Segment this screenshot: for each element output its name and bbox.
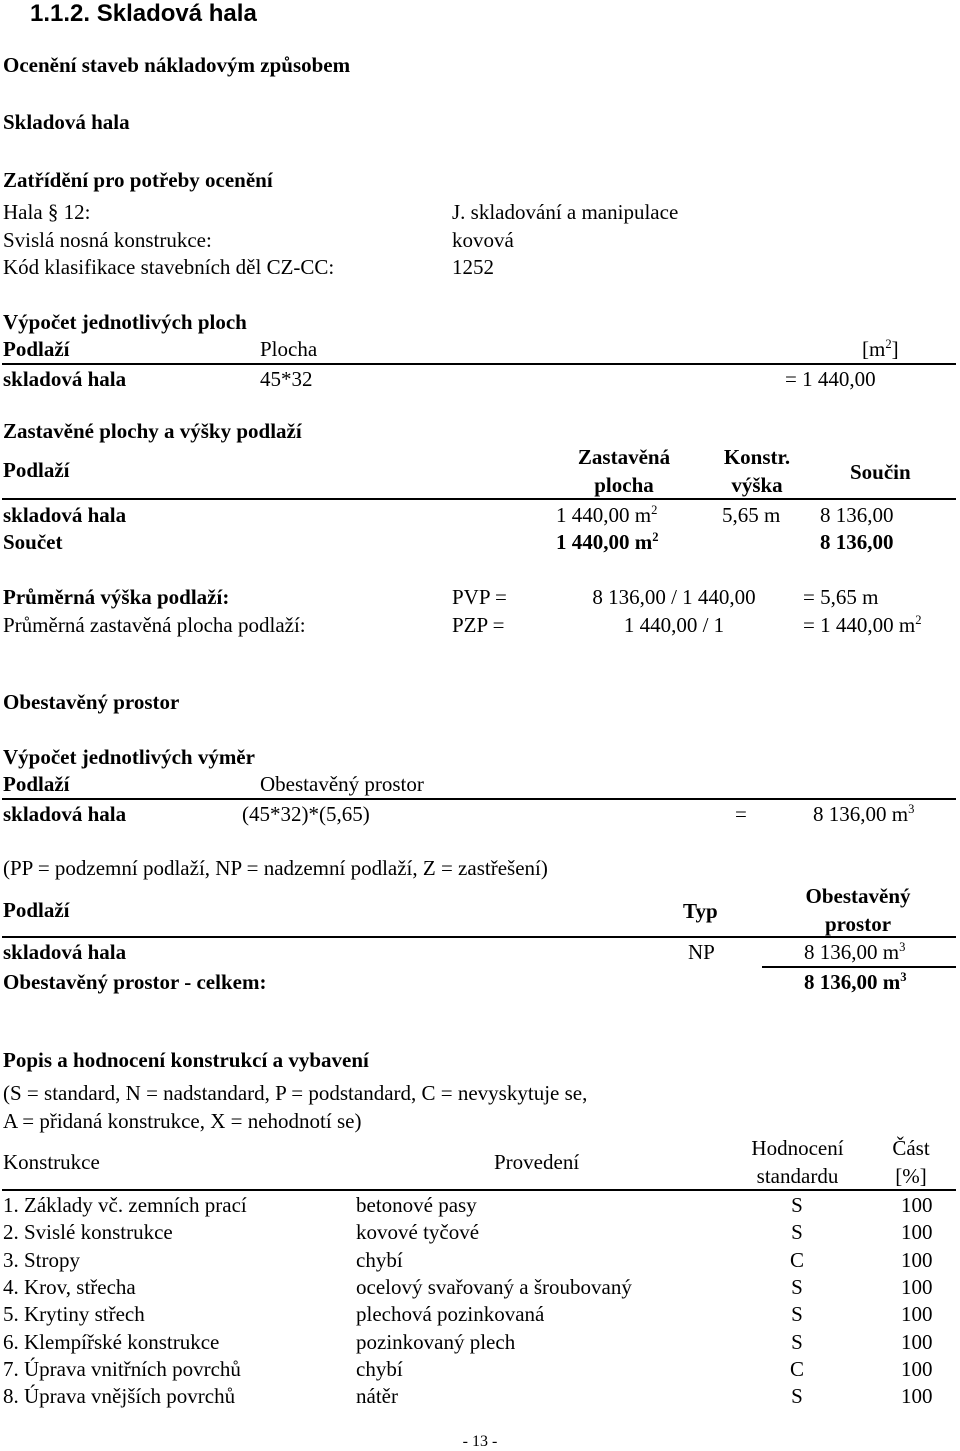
construction-share: 100 bbox=[901, 1357, 933, 1381]
built-up-header-rule bbox=[2, 498, 956, 500]
classification-value: 1252 bbox=[452, 255, 494, 279]
construction-rating: C bbox=[789, 1357, 804, 1381]
floor-type-legend: (PP = podzemní podlaží, NP = nadzemní podlaží, Z = zastřešení) bbox=[3, 856, 548, 880]
construction-rating: S bbox=[791, 1384, 803, 1408]
construction-share: 100 bbox=[901, 1220, 933, 1244]
construction-execution: betonové pasy bbox=[356, 1193, 477, 1217]
built-up-row-area: 1 440,00 $m^2$ bbox=[556, 502, 658, 527]
construction-share: 100 bbox=[901, 1275, 933, 1299]
pzp-label: Průměrná zastavěná plocha podlaží: bbox=[3, 613, 306, 637]
construction-name: 3. Stropy bbox=[3, 1248, 81, 1272]
pvp-calc: 8 136,00 / 1 440,00 bbox=[592, 585, 756, 609]
construction-execution: pozinkovaný plech bbox=[356, 1330, 516, 1354]
built-up-col-height: Konstr. výška bbox=[723, 445, 791, 497]
valuation-heading: Ocenění staveb nákladovým způsobem bbox=[3, 53, 351, 77]
areas-col-area: Plocha bbox=[260, 337, 318, 361]
type-col-type: Typ bbox=[683, 899, 718, 923]
areas-row-floor: skladová hala bbox=[3, 367, 127, 391]
areas-col-floor: Podlaží bbox=[3, 337, 70, 361]
col-rating: Hodnocení standardu bbox=[751, 1136, 844, 1188]
areas-col-unit: $[m^2]$ bbox=[862, 336, 899, 361]
construction-execution: kovové tyčové bbox=[356, 1220, 480, 1244]
rating-legend-line-1: (S = standard, N = nadstandard, P = podstandard, C = nevyskytuje se, bbox=[3, 1081, 588, 1105]
construction-execution: nátěr bbox=[356, 1384, 398, 1408]
classification-label: Kód klasifikace stavebních děl CZ-CC: bbox=[3, 255, 335, 279]
col-execution: Provedení bbox=[494, 1150, 580, 1174]
built-up-col-area: Zastavěná plocha bbox=[577, 445, 671, 497]
rating-legend-line-2: A = přidaná konstrukce, X = nehodnotí se) bbox=[3, 1109, 362, 1133]
enclosed-header-rule bbox=[2, 798, 956, 800]
construction-name: 5. Krytiny střech bbox=[3, 1302, 145, 1326]
built-up-row-height: 5,65 m bbox=[722, 503, 781, 527]
section-title: Skladová hala bbox=[96, 0, 257, 27]
enclosed-row-result: 8 136,00 $m^3$ bbox=[813, 801, 915, 826]
classification-label: Svislá nosná konstrukce: bbox=[3, 228, 212, 252]
type-total-label: Obestavěný prostor - celkem: bbox=[3, 970, 267, 994]
areas-header-rule bbox=[2, 363, 956, 365]
built-up-row-floor: skladová hala bbox=[3, 503, 127, 527]
built-up-total-label: Součet bbox=[3, 530, 63, 554]
construction-execution: chybí bbox=[356, 1357, 403, 1381]
pzp-abbr: PZP = bbox=[452, 613, 505, 637]
page-number: - 13 - bbox=[462, 1433, 498, 1450]
pzp-calc: 1 440,00 / 1 bbox=[623, 613, 725, 637]
classification-heading: Zatřídění pro potřeby ocenění bbox=[3, 168, 273, 192]
construction-rating: S bbox=[791, 1220, 803, 1244]
enclosed-row-formula: (45*32)*(5,65) bbox=[242, 802, 370, 826]
enclosed-row-eq: = bbox=[735, 802, 747, 826]
construction-execution: chybí bbox=[356, 1248, 403, 1272]
construction-rating: S bbox=[791, 1193, 803, 1217]
pvp-abbr: PVP = bbox=[452, 585, 507, 609]
type-col-space: Obestavěný prostor bbox=[805, 884, 911, 936]
construction-name: 7. Úprava vnitřních povrchů bbox=[3, 1357, 241, 1381]
construction-share: 100 bbox=[901, 1330, 933, 1354]
enclosed-calc-heading: Výpočet jednotlivých výměr bbox=[3, 745, 255, 769]
type-row-type: NP bbox=[688, 940, 715, 964]
type-total-value: 8 136,00 $m^3$ bbox=[804, 969, 907, 994]
construction-rating: C bbox=[789, 1248, 804, 1272]
construction-rating: S bbox=[791, 1330, 803, 1354]
construction-share: 100 bbox=[901, 1248, 933, 1272]
built-up-total-area: 1 440,00 $m^2$ bbox=[556, 529, 659, 554]
type-header-rule bbox=[2, 936, 956, 938]
built-up-col-floor: Podlaží bbox=[3, 458, 70, 482]
construction-share: 100 bbox=[901, 1384, 933, 1408]
pvp-label: Průměrná výška podlaží: bbox=[3, 585, 230, 609]
construction-name: 2. Svislé konstrukce bbox=[3, 1220, 173, 1244]
section-number: 1.1.2. bbox=[30, 0, 91, 27]
col-share: Část [%] bbox=[892, 1136, 930, 1188]
construction-share: 100 bbox=[901, 1302, 933, 1326]
building-name: Skladová hala bbox=[3, 110, 130, 134]
type-row-floor: skladová hala bbox=[3, 940, 127, 964]
construction-name: 6. Klempířské konstrukce bbox=[3, 1330, 220, 1354]
built-up-heading: Zastavěné plochy a výšky podlaží bbox=[3, 419, 302, 443]
type-col-floor: Podlaží bbox=[3, 898, 70, 922]
construction-share: 100 bbox=[901, 1193, 933, 1217]
areas-row-formula: 45*32 bbox=[260, 367, 313, 391]
classification-value: J. skladování a manipulace bbox=[452, 200, 679, 224]
construction-execution: ocelový svařovaný a šroubovaný bbox=[356, 1275, 632, 1299]
areas-heading: Výpočet jednotlivých ploch bbox=[3, 310, 247, 334]
classification-value: kovová bbox=[452, 228, 514, 252]
enclosed-row-floor: skladová hala bbox=[3, 802, 127, 826]
construction-name: 8. Úprava vnějších povrchů bbox=[3, 1384, 236, 1408]
enclosed-col-space: Obestavěný prostor bbox=[260, 772, 424, 796]
constructions-heading: Popis a hodnocení konstrukcí a vybavení bbox=[3, 1048, 369, 1072]
pvp-result: = 5,65 m bbox=[803, 585, 879, 609]
construction-execution: plechová pozinkovaná bbox=[356, 1302, 545, 1326]
areas-row-result: = 1 440,00 bbox=[785, 367, 876, 391]
built-up-total-product: 8 136,00 bbox=[820, 530, 894, 554]
built-up-row-product: 8 136,00 bbox=[820, 503, 894, 527]
enclosed-col-floor: Podlaží bbox=[3, 772, 70, 796]
construction-rating: S bbox=[791, 1302, 803, 1326]
construction-rating: S bbox=[791, 1275, 803, 1299]
pzp-result: = 1 440,00 $m^2$ bbox=[803, 612, 922, 637]
section-heading bbox=[30, 2, 257, 26]
construction-name: 4. Krov, střecha bbox=[3, 1275, 136, 1299]
type-row-value: 8 136,00 $m^3$ bbox=[804, 939, 906, 964]
col-construction: Konstrukce bbox=[3, 1150, 100, 1174]
constructions-header-rule bbox=[2, 1189, 956, 1191]
type-total-rule bbox=[762, 966, 956, 968]
enclosed-heading: Obestavěný prostor bbox=[3, 690, 180, 714]
classification-label: Hala § 12: bbox=[3, 200, 91, 224]
built-up-col-product: Součin bbox=[850, 460, 911, 484]
construction-name: 1. Základy vč. zemních prací bbox=[3, 1193, 247, 1217]
